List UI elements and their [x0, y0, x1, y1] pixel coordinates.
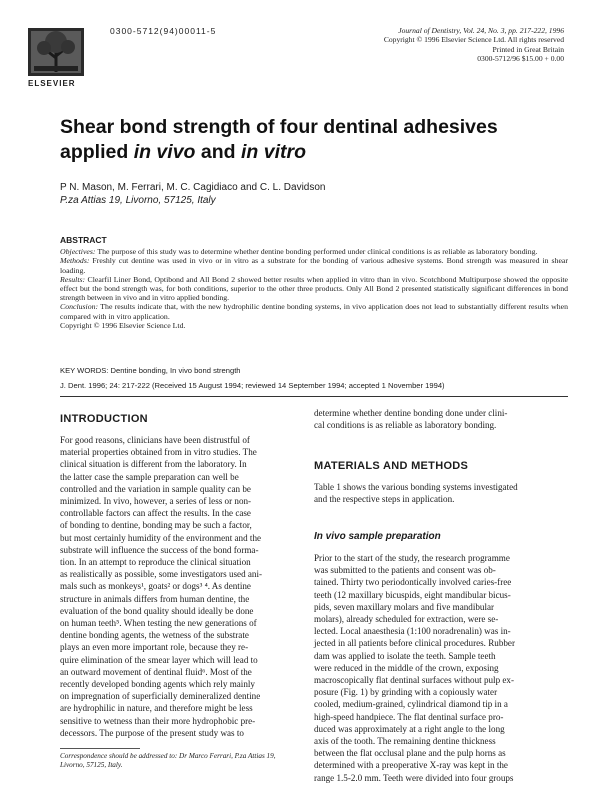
text-line: molars), already scheduled for extraction, were se-	[314, 614, 499, 625]
text-line: the latter case the sample preparation can well be	[60, 471, 239, 482]
text-line: cooled, medium-grained, cylindrical diamond tip in a	[314, 699, 508, 710]
text-line: cal conditions is as reliable as laboratory bonding.	[314, 420, 497, 431]
text-line: range 1.5-2.0 mm. Teeth were divided into four groups	[314, 772, 514, 783]
text-line: determined with a preoperative X-ray was kept in the	[314, 760, 508, 771]
text-line: controlled and the variation in sample quality can be	[60, 483, 251, 494]
publisher-name: ELSEVIER	[28, 79, 76, 88]
abstract-objectives	[60, 247, 568, 256]
text-line: quire elimination of the smear layer which will lead to	[60, 654, 258, 665]
text-line: tained. Thirty two periodontically involved caries-free	[314, 577, 512, 588]
section-heading-introduction: INTRODUCTION	[60, 413, 148, 425]
author-address: P.za Attias 19, Livorno, 57125, Italy	[60, 195, 216, 206]
text-line: axis of the tooth. The remaining dentine thickness	[314, 736, 496, 747]
article-title	[60, 115, 560, 165]
text-line: jected in all patients before clinical procedures. Rubber	[314, 638, 515, 649]
text-line: material properties obtained from in vitro studies. The	[60, 447, 257, 458]
title-italic: in vivo	[133, 141, 196, 163]
abstract-label: Conclusion:	[60, 302, 99, 312]
text-line: clinical situation is different from the laboratory. In	[60, 459, 247, 470]
text-line: determine whether dentine bonding done under clini-	[314, 408, 508, 418]
text-line: For good reasons, clinicians have been distrustful of	[60, 435, 250, 445]
journal-meta	[324, 26, 564, 64]
text-line: macroscopically flat dentinal surfaces without pulp ex-	[314, 675, 514, 686]
text-line: were reduced in the middle of the crown, exposing	[314, 662, 499, 673]
left-column-text	[60, 434, 300, 739]
right-column-intro-end	[314, 407, 568, 431]
citation-line: J. Dent. 1996; 24: 217-222 (Received 15 August 1994; reviewed 14 September 1994; accepted 1 November 1994)	[60, 381, 445, 390]
text-line: posure (Fig. 1) by grinding with a copiously water	[314, 687, 498, 698]
text-line: are hydrophilic in nature, and therefore might be less	[60, 703, 253, 714]
title-text: applied	[60, 141, 134, 163]
text-line: of bonding to dentine, bonding may be such a factor,	[60, 520, 252, 531]
text-line: between the flat occlusal plane and the pulp horns as	[314, 748, 506, 759]
abstract-heading: ABSTRACT	[60, 235, 107, 245]
text-line: an outward movement of dentinal fluid⁶. Most of the	[60, 666, 252, 677]
text-line: dam was applied to isolate the teeth. Sample teeth	[314, 650, 496, 661]
subsection-heading-in-vivo: In vivo sample preparation	[314, 531, 441, 542]
text-line: mals such as monkeys¹, goats² or dogs³ ⁴. As dentine	[60, 581, 251, 592]
abstract-conclusion	[60, 302, 568, 320]
text-line: duced was approximately at a right angle to the long	[314, 723, 505, 734]
text-line: Table 1 shows the various bonding systems investigated	[314, 482, 518, 492]
journal-line: Journal of Dentistry, Vol. 24, No. 3, pp. 217-222, 1996	[398, 26, 564, 35]
title-line-1: Shear bond strength of four dentinal adhesives	[60, 116, 498, 138]
abstract-text: The purpose of this study was to determine whether dentine bonding performed under clinical conditions is as reliable as laboratory bonding.	[95, 247, 538, 257]
title-line-2	[60, 140, 560, 165]
text-line: but most certainly humidity of the environment and the	[60, 532, 262, 543]
text-line: controllable factors can affect the results. In the case	[60, 508, 251, 519]
footnote-divider	[60, 748, 140, 749]
elsevier-tree-logo	[28, 28, 84, 76]
in-vivo-prep-text	[314, 552, 568, 784]
abstract-label: Results:	[60, 274, 86, 284]
section-heading-materials: MATERIALS AND METHODS	[314, 460, 469, 472]
abstract-label: Objectives:	[60, 247, 96, 257]
text-line: as realistically as possible, some investigators used ani-	[60, 569, 263, 580]
text-line: structure in animals differs from human dentine, the	[60, 593, 250, 604]
abstract-methods	[60, 256, 568, 274]
abstract-results	[60, 275, 568, 303]
keywords: KEY WORDS: Dentine bonding, In vivo bond strength	[60, 366, 241, 375]
abstract-text: Freshly cut dentine was used in vivo or in vitro as a substrate for the bonding of various adhesive systems. Bond strength was measured in shear loading.	[60, 256, 568, 275]
printed-line: Printed in Great Britain	[492, 44, 564, 54]
materials-text	[314, 481, 568, 505]
text-line: high-speed handpiece. The flat dentinal surface pro-	[314, 711, 504, 722]
text-line: recently developed bonding agents which rely mainly	[60, 679, 255, 690]
author-list: P N. Mason, M. Ferrari, M. C. Cagidiaco and C. L. Davidson	[60, 182, 326, 193]
text-line: Prior to the start of the study, the research programme	[314, 553, 510, 563]
text-line: tion. In an attempt to reproduce the clinical situation	[60, 557, 251, 568]
abstract-block	[60, 236, 568, 330]
text-line: substrate will influence the success of the bond forma-	[60, 544, 259, 555]
title-italic: in vitro	[240, 141, 306, 163]
text-line: minimized. In vivo, however, a series of less or non-	[60, 496, 252, 507]
text-line: on human teeth⁵. When testing the new generations of	[60, 618, 257, 629]
text-line: evaluation of the bond quality should ideally be done	[60, 605, 254, 616]
title-text: and	[195, 141, 241, 163]
correspondence-footnote: Correspondence should be addressed to: Dr Marco Ferrari, P.za Attias 19, Livorno, 57125, Italy.	[60, 752, 276, 769]
abstract-text: The results indicate that, with the new hydrophilic dentine bonding systems, in vivo application does not lead to substantially different results when compared with in vitro application.	[60, 302, 568, 321]
text-line: pids, seven maxillary molars and five mandibular	[314, 601, 495, 612]
text-line: dentine bonding agents, the wetness of the substrate	[60, 630, 249, 641]
abstract-copyright: Copyright © 1996 Elsevier Science Ltd.	[60, 320, 186, 330]
divider	[60, 396, 568, 397]
text-line: plays an even more important role, because they re-	[60, 642, 249, 653]
price-line: 0300-5712/96 $15.00 + 0.00	[477, 54, 564, 64]
copyright-line: Copyright © 1996 Elsevier Science Ltd. All rights reserved	[383, 35, 564, 45]
text-line: was submitted to the patients and consent was ob-	[314, 565, 496, 576]
abstract-text: Clearfil Liner Bond, Optibond and All Bond 2 showed better results when applied in vitro than in vivo. Scotchbond Multipurpose showed the opposite effect but the bond strength was, for both conditions, superior to the other three products. Only All Bond 2 presented statistically significant differences in bond strength between in vivo and in vitro applied bonding.	[60, 274, 568, 303]
text-line: sensitive to wetness than their more hydrophobic pre-	[60, 715, 256, 726]
abstract-label: Methods:	[60, 256, 90, 266]
text-line: and the respective steps in application.	[314, 494, 455, 505]
text-line: decessors. The purpose of the present study was to	[60, 727, 244, 738]
text-line: on impregnation of superficially demineralized dentine	[60, 691, 261, 702]
issn-code: 0300-5712(94)00011-5	[110, 26, 217, 36]
text-line: lected. Local anaesthesia (1:100 noradrenalin) was in-	[314, 626, 511, 637]
text-line: teeth (12 maxillary bicuspids, eight mandibular bicus-	[314, 589, 511, 600]
